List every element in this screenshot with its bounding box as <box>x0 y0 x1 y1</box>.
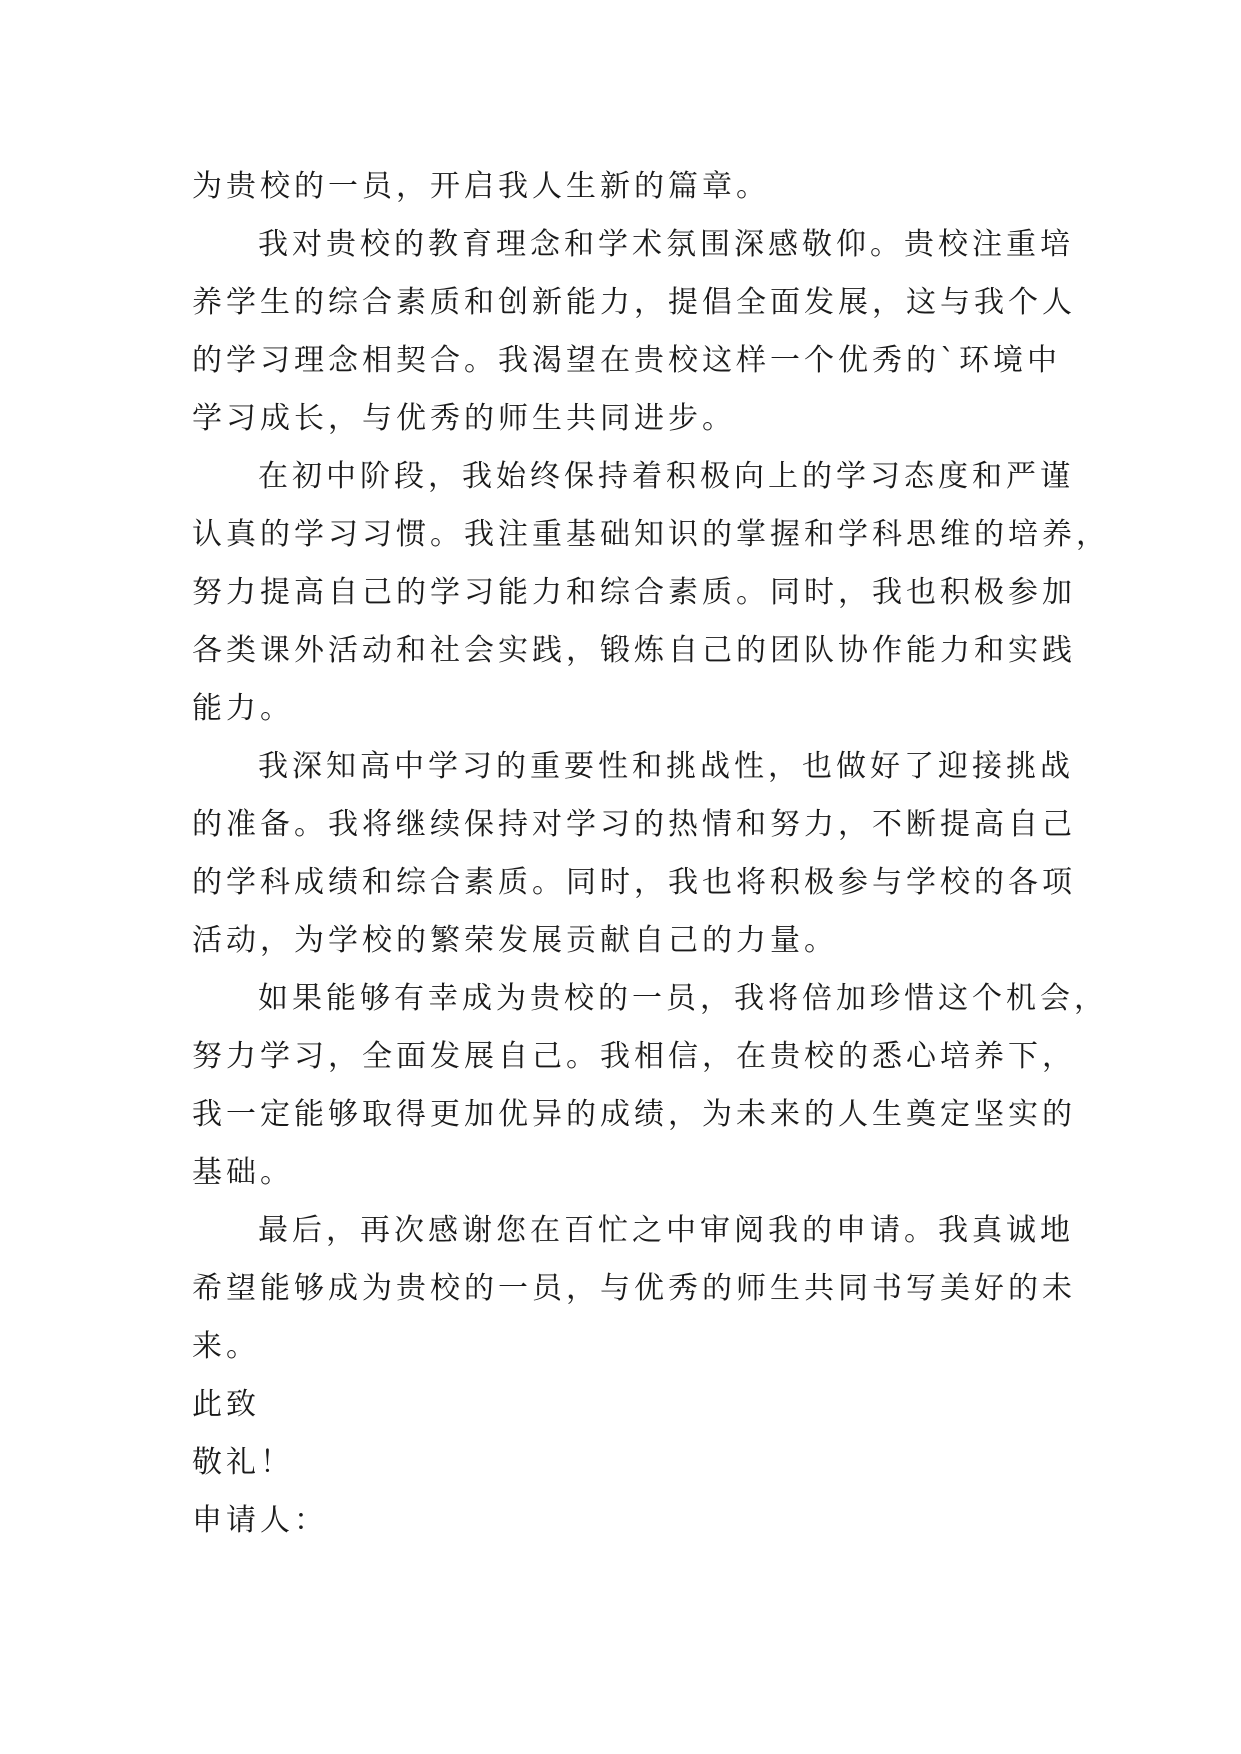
letter-line: 认真的学习习惯。我注重基础知识的掌握和学科思维的培养， <box>192 517 1110 552</box>
letter-line: 努力提高自己的学习能力和综合素质。同时，我也积极参加 <box>192 575 1076 610</box>
letter-line: 养学生的综合素质和创新能力，提倡全面发展，这与我个人 <box>192 285 1076 320</box>
applicant-label: 申请人： <box>192 1503 328 1538</box>
letter-line: 努力学习，全面发展自己。我相信，在贵校的悉心培养下， <box>192 1039 1076 1074</box>
letter-line: 基础。 <box>192 1155 294 1190</box>
letter-line: 的准备。我将继续保持对学习的热情和努力，不断提高自己 <box>192 807 1076 842</box>
letter-line: 为贵校的一员，开启我人生新的篇章。 <box>192 169 770 204</box>
letter-line: 在初中阶段，我始终保持着积极向上的学习态度和严谨 <box>258 459 1074 494</box>
letter-line: 我一定能够取得更加优异的成绩，为未来的人生奠定坚实的 <box>192 1097 1076 1132</box>
letter-line: 活动，为学校的繁荣发展贡献自己的力量。 <box>192 923 838 958</box>
letter-line: 学习成长，与优秀的师生共同进步。 <box>192 401 736 436</box>
letter-line: 各类课外活动和社会实践，锻炼自己的团队协作能力和实践 <box>192 633 1076 668</box>
closing-regards: 敬礼！ <box>192 1445 294 1480</box>
letter-line: 最后，再次感谢您在百忙之中审阅我的申请。我真诚地 <box>258 1213 1074 1248</box>
letter-line: 希望能够成为贵校的一员，与优秀的师生共同书写美好的未 <box>192 1271 1076 1306</box>
letter-line: 的学科成绩和综合素质。同时，我也将积极参与学校的各项 <box>192 865 1076 900</box>
letter-line: 的学习理念相契合。我渴望在贵校这样一个优秀的`环境中 <box>192 343 1061 378</box>
closing-salutation: 此致 <box>192 1387 260 1422</box>
letter-line: 来。 <box>192 1329 260 1364</box>
letter-line: 如果能够有幸成为贵校的一员，我将倍加珍惜这个机会， <box>258 981 1108 1016</box>
letter-body <box>192 158 1110 1550</box>
letter-line: 我对贵校的教育理念和学术氛围深感敬仰。贵校注重培 <box>258 227 1074 262</box>
letter-line: 我深知高中学习的重要性和挑战性，也做好了迎接挑战 <box>258 749 1074 784</box>
letter-line: 能力。 <box>192 691 294 726</box>
